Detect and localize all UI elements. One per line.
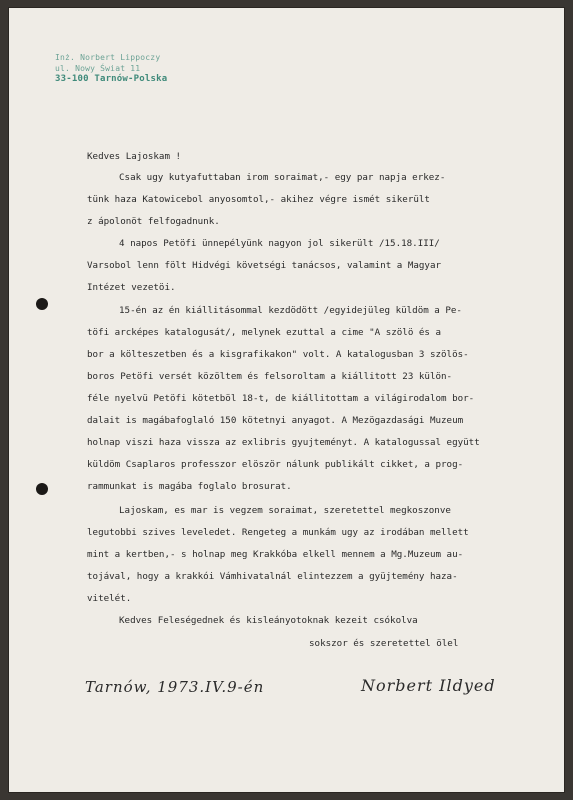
body-line: z ápolonöt felfogadnunk.: [87, 216, 220, 227]
letter-page: [9, 8, 564, 792]
stamp-line-street: ul. Nowy Świat 11: [55, 64, 141, 73]
punch-hole-top: [36, 298, 48, 310]
body-line: Varsobol lenn fölt Hidvégi követségi tanácsos, valamint a Magyar: [87, 260, 442, 271]
closing-line: sokszor és szeretettel ölel: [309, 638, 459, 649]
body-line: Intézet vezetöi.: [87, 282, 176, 293]
body-line: töfi arcképes katalogusát/, melynek ezuttal a cime "A szölö és a: [87, 327, 442, 338]
punch-hole-bottom: [36, 483, 48, 495]
salutation: Kedves Lajoskam !: [87, 151, 182, 162]
body-line: holnap viszi haza vissza az exlibris gyujteményt. A katalogussal együtt: [87, 437, 480, 448]
stamp-line-city: 33-100 Tarnów-Polska: [55, 74, 168, 84]
body-line: legutobbi szives leveledet. Rengeteg a munkám ugy az irodában mellett: [87, 527, 469, 538]
body-line: bor a költeszetben és a kisgrafikakon" volt. A katalogusban 3 szölös-: [87, 349, 469, 360]
body-line: mint a kertben,- s holnap meg Krakkóba elkell mennem a Mg.Muzeum au-: [87, 549, 464, 560]
body-line: boros Petöfi versét közöltem és felsoroltam a kiállitott 23 külön-: [87, 371, 453, 382]
body-line: küldöm Csaplaros professzor elöször nálunk publikált cikket, a prog-: [87, 459, 464, 470]
body-line: vitelét.: [87, 593, 132, 604]
closing-line: Kedves Feleségednek és kisleányotoknak kezeit csókolva: [119, 615, 418, 626]
body-line: 15-én az én kiállitásommal kezdödött /egyidejüleg küldöm a Pe-: [119, 305, 462, 316]
body-line: dalait is magábafoglaló 150 kötetnyi anyagot. A Mezögazdasági Muzeum: [87, 415, 464, 426]
handwritten-signature: Norbert Ildyed: [361, 676, 496, 695]
body-line: tojával, hogy a krakkói Vámhivatalnál elintezzem a gyüjtemény haza-: [87, 571, 458, 582]
body-line: féle nyelvü Petöfi kötetböl 18-t, de kiállitottam a világirodalom bor-: [87, 393, 475, 404]
stamp-line-name: Inż. Norbert Lippoczy: [55, 53, 161, 62]
body-line: Csak ugy kutyafuttaban irom soraimat,- egy par napja erkez-: [119, 172, 446, 183]
body-line: tünk haza Katowicebol anyosomtol,- akihez végre ismét sikerült: [87, 194, 430, 205]
body-line: rammunkat is magába foglalo brosurat.: [87, 481, 292, 492]
body-line: 4 napos Petöfi ünnepélyünk nagyon jol sikerült /15.18.III/: [119, 238, 440, 249]
sender-address-stamp: [55, 52, 167, 85]
body-line: Lajoskam, es mar is vegzem soraimat, szeretettel megkoszonve: [119, 505, 451, 516]
handwritten-place-date: Tarnów, 1973.IV.9-én: [85, 678, 265, 696]
